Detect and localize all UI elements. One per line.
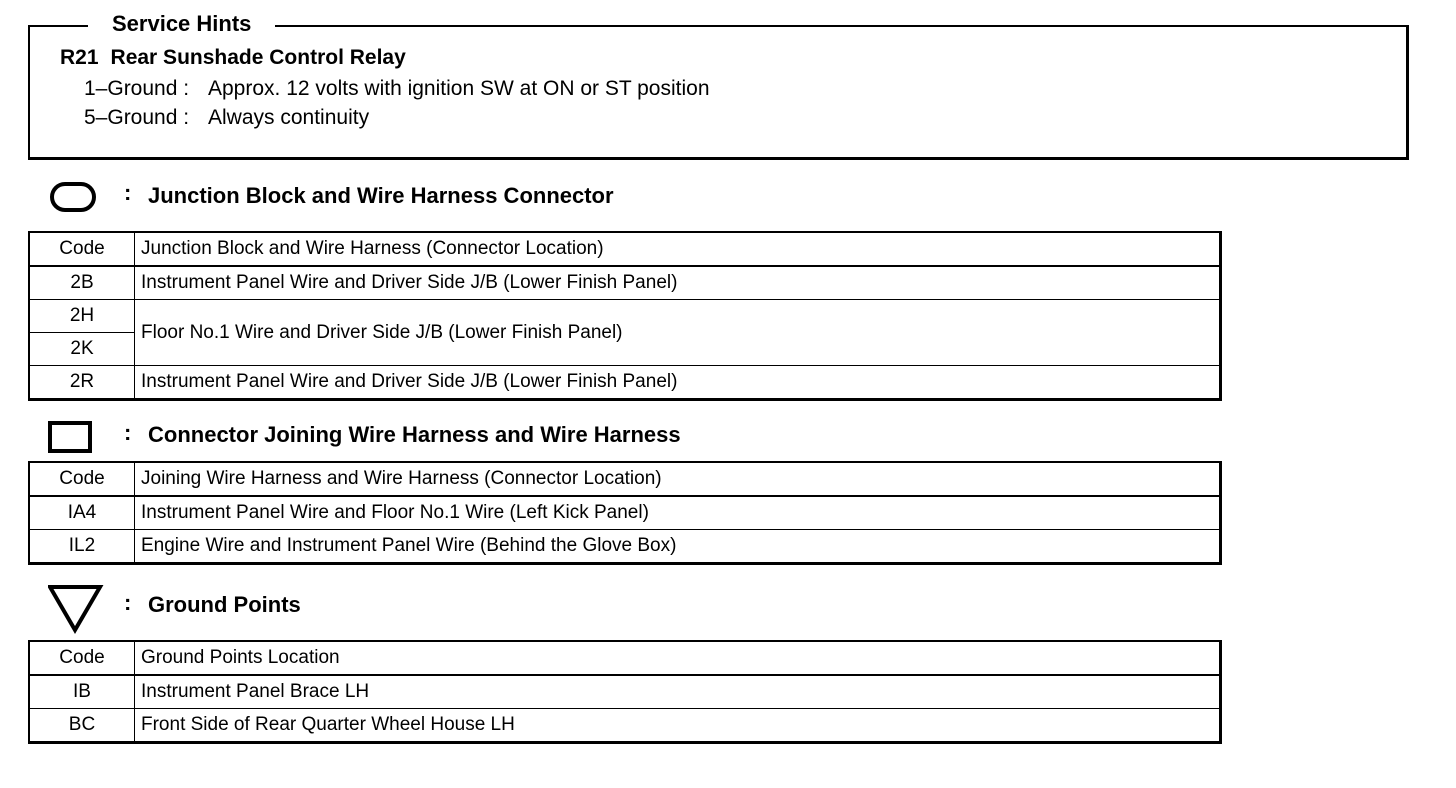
table-row <box>29 530 1221 564</box>
component-code: R21 <box>60 46 99 69</box>
connector-joining-table <box>28 461 1222 565</box>
table-row <box>29 366 1221 400</box>
table-header-row <box>29 641 1221 675</box>
rounded-rectangle-icon <box>48 180 98 214</box>
row-code: BC <box>29 709 135 743</box>
row-code: 2K <box>29 333 135 366</box>
row-code: 2H <box>29 300 135 333</box>
rectangle-icon <box>48 420 94 456</box>
inverted-triangle-icon <box>48 584 104 634</box>
row-code: IB <box>29 675 135 709</box>
header-code: Code <box>29 641 135 675</box>
section-title: Connector Joining Wire Harness and Wire Harness <box>148 422 681 447</box>
header-code: Code <box>29 462 135 496</box>
row-desc: Instrument Panel Wire and Driver Side J/B (Lower Finish Panel) <box>135 366 1221 400</box>
header-code: Code <box>29 232 135 266</box>
service-hint-line <box>84 77 710 101</box>
header-desc: Ground Points Location <box>135 641 1221 675</box>
table-row <box>29 496 1221 530</box>
row-code: 2B <box>29 266 135 300</box>
section-colon: : <box>124 180 132 205</box>
section-title: Junction Block and Wire Harness Connector <box>148 183 614 208</box>
row-desc: Engine Wire and Instrument Panel Wire (Behind the Glove Box) <box>135 530 1221 564</box>
row-desc: Instrument Panel Wire and Floor No.1 Wire (Left Kick Panel) <box>135 496 1221 530</box>
ground-points-table <box>28 640 1222 744</box>
hint-label: 1–Ground : <box>84 77 190 100</box>
section-colon: : <box>124 590 132 615</box>
hint-text: Approx. 12 volts with ignition SW at ON or ST position <box>208 77 710 100</box>
row-desc: Floor No.1 Wire and Driver Side J/B (Lower Finish Panel) <box>135 300 1221 366</box>
table-header-row <box>29 462 1221 496</box>
component-name: Rear Sunshade Control Relay <box>110 46 406 69</box>
service-hints-legend: Service Hints <box>88 9 275 39</box>
table-row <box>29 300 1221 333</box>
row-desc: Instrument Panel Wire and Driver Side J/B (Lower Finish Panel) <box>135 266 1221 300</box>
row-desc: Front Side of Rear Quarter Wheel House LH <box>135 709 1221 743</box>
table-row <box>29 675 1221 709</box>
table-row <box>29 709 1221 743</box>
header-desc: Junction Block and Wire Harness (Connector Location) <box>135 232 1221 266</box>
hint-label: 5–Ground : <box>84 106 190 129</box>
header-desc: Joining Wire Harness and Wire Harness (Connector Location) <box>135 462 1221 496</box>
table-header-row <box>29 232 1221 266</box>
row-code: IA4 <box>29 496 135 530</box>
row-code: 2R <box>29 366 135 400</box>
service-hint-line <box>84 106 369 130</box>
table-row <box>29 266 1221 300</box>
row-code: IL2 <box>29 530 135 564</box>
section-title: Ground Points <box>148 592 301 617</box>
service-hint-title <box>60 46 406 70</box>
junction-block-table <box>28 231 1222 401</box>
section-colon: : <box>124 420 132 445</box>
row-desc: Instrument Panel Brace LH <box>135 675 1221 709</box>
hint-text: Always continuity <box>208 106 370 129</box>
